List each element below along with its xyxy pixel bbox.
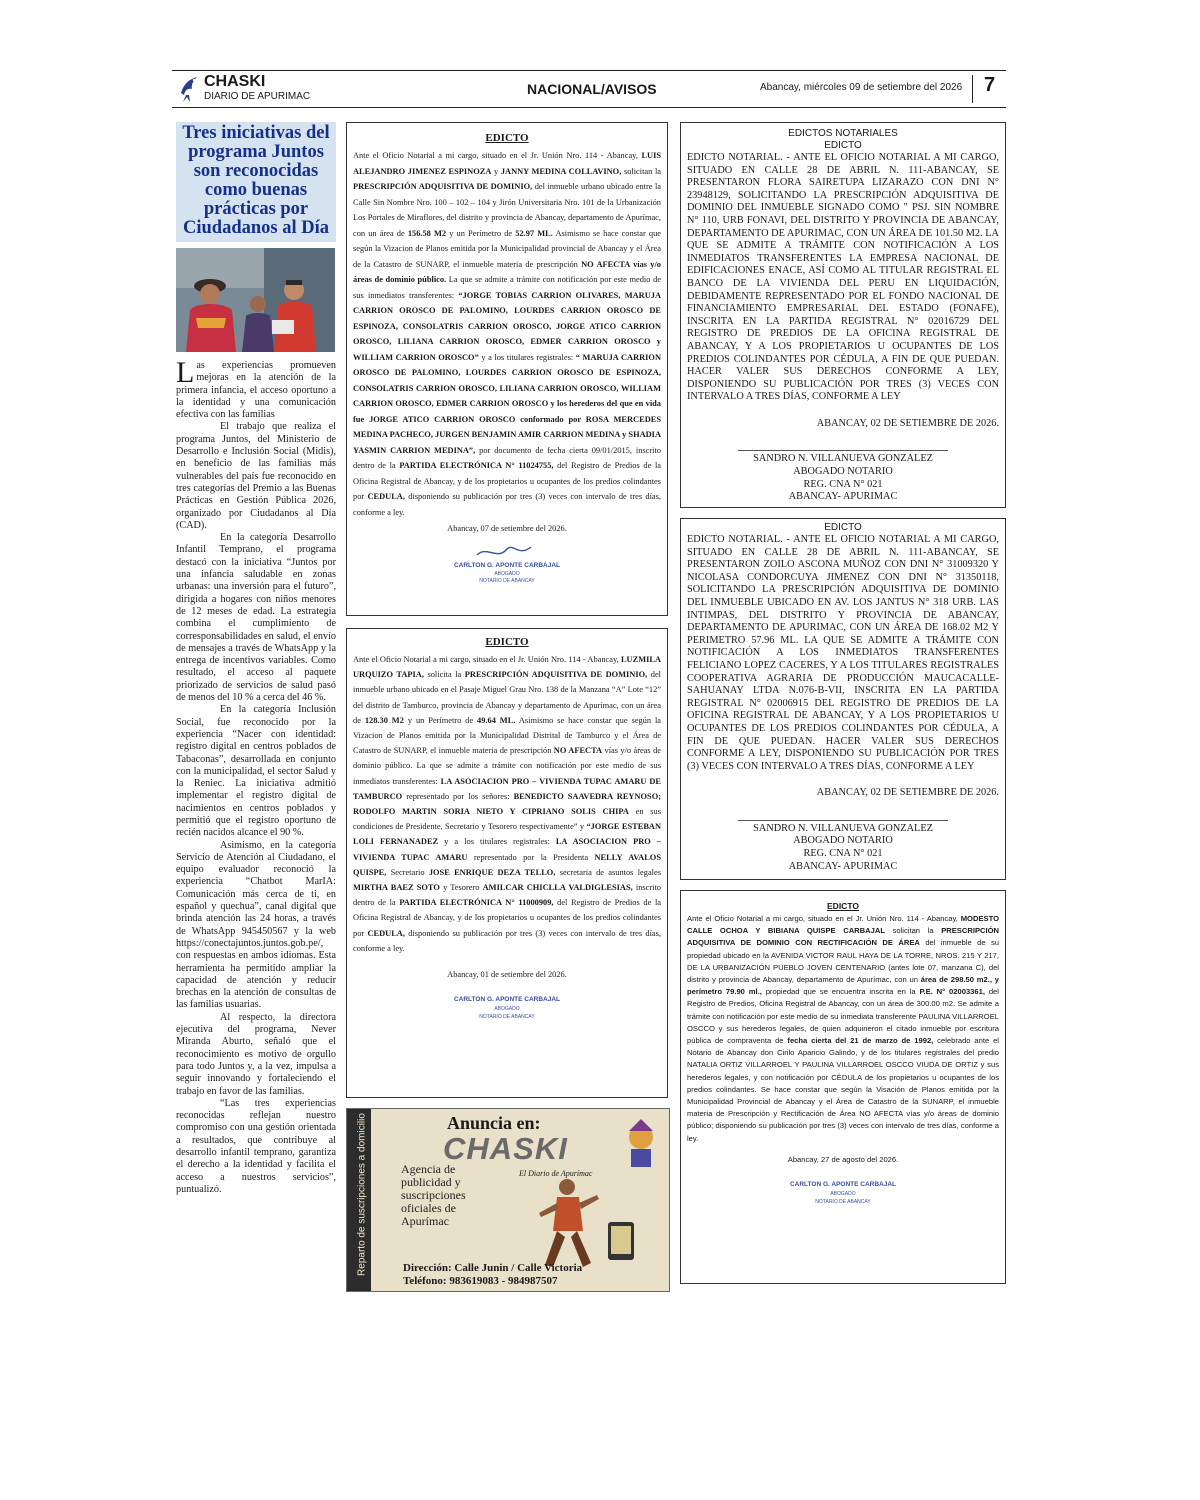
ad-address: Dirección: Calle Junin / Calle Victoria (403, 1262, 583, 1274)
notary-stamp (687, 1172, 999, 1217)
ad-tagline: El Diario de Apurímac (519, 1169, 593, 1178)
brand-subtitle: DIARIO DE APURIMAC (204, 91, 311, 102)
svg-text:NOTARIO DE ABANCAY: NOTARIO DE ABANCAY (479, 578, 535, 584)
svg-text:CARLTON G. APONTE CARBAJAL: CARLTON G. APONTE CARBAJAL (453, 996, 561, 1004)
brand-name: CHASKI (204, 73, 266, 90)
newspaper-device-icon (607, 1221, 635, 1261)
article-paragraph: El trabajo que realiza el programa Juntos, del Ministerio de Desarrollo e Inclusión Social (Midis), en beneficio de las familias más vulnerables del país fue reconocido en tres categorías del Premio a las Buenas Prácticas en Gestión Pública 2026, organizado por Ciudadanos al Día (CAD). (176, 421, 336, 531)
chaski-advertisement (346, 1108, 670, 1292)
svg-text:CARLTON G. APONTE CARBAJAL: CARLTON G. APONTE CARBAJAL (789, 1180, 897, 1188)
notarial-place-date: ABANCAY, 02 DE SETIEMBRE DE 2026. (816, 417, 999, 429)
svg-text:ABOGADO: ABOGADO (494, 1006, 520, 1013)
edicto-body: Ante el Oficio Notarial a mi cargo, situado en el Jr. Unión Nro. 114 - Abancay, LUZMILA URQUIZO TAPIA, solicita la PRESCRIPCIÓN ADQUISITIVA DE DOMINIO, del inmueble urbano ubicado en el Pasaje Miguel Grau Nro. 138 de la Manzana “A” Lote “12” del distrito de Tamburco, provincia de Abancay y departamento de Apurímac, con un área de 128.30 M2 y un Perímetro de 49.64 ML. Asimismo se hace constar que según la Vizacion de Planos emitida por la Municipalidad Distrital de Tamburco y el Área de Catastro de SUNARP, el inmueble materia de prescripción NO AFECTA vías y/o áreas de dominio público. La que se admite a trámite con notificación por este medio de sus inmediatos transferentes: LA ASOCIACION PRO – VIVIENDA TUPAC AMARU DE TAMBURCO representado por los señores: BENEDICTO SAAVEDRA REYNOSO; RODOLFO MARTIN SORIA NIETO Y CIPRIANO SOLIS CHIPA en sus condiciones de Presidente, Secretario y Tesorero respectivamente” y “JORGE ESTEBAN LOLI FERNANADEZ y a los titulares registrales: LA ASOCIACION PRO – VIVIENDA TUPAC AMARU representado por la Presidenta NELLY AVALOS QUISPE, Secretario JOSE ENRIQUE DEZA TELLO, secretaria de asuntos legales MIRTHA BAEZ SOTO y Tesorero AMILCAR CHICLLA VALDIGLESIAS, inscrito dentro de la PARTIDA ELECTRÓNICA N° 11000909, del Registro de Predios de la Oficina Registral de Abancay, y de los propietarios u ocupantes de los predios colindantes por CEDULA, disponiendo su publicación por tres (3) veces con intervalo de tres días, conforme a ley. (353, 655, 662, 953)
edicto-place-date: Abancay, 27 de agosto del 2026. (787, 1154, 899, 1164)
notarial-body: EDICTO NOTARIAL. - ANTE EL OFICIO NOTARIAL A MI CARGO, SITUADO EN CALLE 28 DE ABRIL N. 111-ABANCAY, SE PRESENTARON FLORA SAIRETUPA LIZARAZO CON DNI N° 23948129, SOLICITANDO LA PRESCRIPCIÓN ADQUISITIVA DE DOMINIO DEL INMUEBLE SIGNADO COMO " PSJ. SIN NOMBRE N° 110, URB FONAVI, DEL DISTRITO Y PROVINCIA DE ABANCAY, DEPARTAMENTO DE APURIMAC, CON UN ÁREA DE 101.50 M2. LA QUE SE ADMITE A TRÁMITE CON NOTIFICACIÓN A LOS INMEDIATOS TRANSFERENTES LA EMPRESA NACIONAL DE EDIFICACIONES ENACE, ASÍ COMO AL TITULAR REGISTRAL EL BANCO DE LA VIVIENDA DEL PERU EN LIQUIDACIÓN, DEBIDAMENTE REPRESENTADO POR EL FONDO NACIONAL DE FINANCIAMIENTO EMPRESARIAL DEL ESTADO (FONAFE), INSCRITA EN LA PARTIDA REGISTRAL N° 02016729 DEL REGISTRO DE PREDIOS DE LA OFICINA REGISTRAL DE ABANCAY, Y A LOS PROPIETARIOS U OCUPANTES DE LOS PREDIOS COLINDANTES POR CÉDULA, A FIN DE QUE PUEDAN. HACER VALER SUS DERECHOS CONFORME A LEY, DISPONIENDO SU PUBLICACIÓN POR TRES (3) VECES CON INTERVALO A TRES DÍAS, CONFORME A LEY (687, 152, 999, 403)
article-paragraph: En la categoría Desarrollo Infantil Temprano, el programa destacó con la iniciativa “Juntos por una infancia saludable en zonas urbanas: una inversión para el futuro”, dirigida a hogares con niños menores de 12 meses de edad. La estrategia combina el cumplimiento de corresponsabilidades en salud, el envío de mensajes a través de WhatsApp y la entrega de incentivos variables. Como resultado, el acceso al paquete priorizado de servicios de salud pasó de menos del 10 % a cerca del 46 %. (176, 532, 336, 704)
article-paragraph: “Las tres experiencias reconocidas reflejan nuestro compromiso con una gestión orientada a resultados, que contribuye al desarrollo infantil temprano, garantiza el derecho a la identidad y facilita el acceso a nuestros servicios”, puntualizó. (176, 1097, 336, 1195)
page-number: 7 (984, 74, 996, 96)
notary-stamp (353, 987, 661, 1032)
ad-brand: CHASKI (443, 1131, 568, 1166)
notary-signature: SANDRO N. VILLANUEVA GONZALEZ ABOGADO NOTARIO REG. CNA N° 021 ABANCAY- APURIMAC (753, 822, 933, 872)
notarial-body: EDICTO NOTARIAL. - ANTE EL OFICIO NOTARIAL A MI CARGO, SITUADO EN CALLE 28 DE ABRIL N. 111-ABANCAY, SE PRESENTARON ZOILO ASCONA MUÑOZ CON DNI N° 31009320 Y NICOLASA CONDORCUYA JIMENEZ CON DNI N° 31350118, SOLICITANDO LA PRESCRIPCIÓN ADQUISITIVA DE DOMINIO DEL INMUEBLE UBICADO EN AV. LOS JANTUS N° 318 URB. LAS INTIMPAS, DEL DISTRITO Y PROVINCIA DE ABANCAY, DEPARTAMENTO DE APURIMAC, CON UN ÁREA DE 168.02 M2 Y PERIMETRO 57.96 ML. LA QUE SE ADMITE A TRÁMITE CON NOTIFICACIÓN A LOS INMEDIATOS TRANSFERENTES FELICIANO LOPEZ CACERES, Y A LOS TITULARES REGISTRALES COOPERATIVA AGRARIA DE PRODUCCIÓN MAUCACALLE-SAHUANAY LTDA N.076-B-VII, INSCRITA EN LA PARTIDA REGISTRAL N° 02006915 DEL REGISTRO DE PREDIOS DE LA OFICINA REGISTRAL DE ABANCAY, Y A LOS PROPIETARIOS U OCUPANTES DE LOS PREDIOS COLINDANTES POR CÉDULA, A FIN DE QUE PUEDAN. HACER VALER SUS DERECHOS CONFORME A LEY, DISPONIENDO SU PUBLICACIÓN POR TRES (3) VECES CON INTERVALO A TRES DÍAS, CONFORME A LEY (687, 534, 999, 772)
article-photo (176, 248, 335, 352)
page-header (172, 70, 1006, 108)
svg-text:NOTARIO DE ABANCAY: NOTARIO DE ABANCAY (815, 1198, 871, 1205)
ad-phone: Teléfono: 983619083 - 984987507 (403, 1275, 558, 1287)
notarial-edicto-title: EDICTO (824, 522, 862, 533)
section-title: NACIONAL/AVISOS (527, 81, 657, 97)
dateline: Abancay, miércoles 09 de setiembre del 2026 (760, 82, 963, 93)
edicto-title: EDICTO (485, 636, 529, 648)
edicto-body: Ante el Oficio Notarial a mi cargo, situado en el Jr. Unión Nro. 114 - Abancay, LUIS ALEJANDRO JIMENEZ ESPINOZA y JANNY MEDINA COLLAVINO, solicitan la PRESCRIPCIÓN ADQUISITIVA DE DOMINIO, del inmueble urbano ubicado entre la Calle Sin Nombre Nro. 100 – 102 – 104 y Jirón Universitaria Nro. 101 de la Urbanización Los Portales de Miraflores, del distrito y provincia de Abancay, departamento de Apurímac, con un área de 156.58 M2 y un Perímetro de 52.97 ML. Asimismo se hace constar que según la Vizacion de Planos emitida por la Municipalidad provincial de Abancay y el Área de la Catastro de SUNARP, el inmueble materia de prescripción NO AFECTA vías y/o áreas de dominio público. La que se admite a trámite con notificación por este medio de sus inmediatos transferentes: “JORGE TOBIAS CARRION OLIVARES, MARUJA CARRION OROSCO DE PALOMINO, LOURDES CARRION OROSCO DE ESPINOZA, CONSOLATRIS CARRION OROSCO, JORGE ATICO CARRION OROSCO, LILIANA CARRION OROSCO, EDMER CARRION OROSCO y WILLIAM CARRION OROSCO” y a los titulares registrales: “ MARUJA CARRION OROSCO DE PALOMINO, LOURDES CARRION OROSCO DE ESPINOZA, CONSOLATRIS CARRION OROSCO, LILIANA CARRION OROSCO, WILLIAM CARRION OROSCO, EDMER CARRION OROSCO y los herederos del que en vida fue JORGE ATICO CARRION OROSCO conformado por ROSA MERCEDES MEDINA PACHECO, JURGEN BENJAMIN AMIR CARRION MEDINA y SHADIA YASMIN CARRION MEDINA”, por documento de fecha cierta 09/01/2015, inscrito dentro de la PARTIDA ELECTRÓNICA N° 11024755, del Registro de Predios de la Oficina Registral de Abancay, y de los propietarios u ocupantes de los predios colindantes por CEDULA, disponiendo su publicación por tres (3) veces con intervalo de tres días, conforme a ley. (353, 151, 661, 517)
edicto-place-date: Abancay, 07 de setiembre del 2026. (447, 524, 567, 533)
edicto-notice-3 (680, 890, 1006, 1284)
notarial-edicto-title: EDICTO (824, 140, 862, 151)
notarial-place-date: ABANCAY, 02 DE SETIEMBRE DE 2026. (816, 787, 999, 799)
ad-description: Agencia de publicidad y suscripciones oficiales de Apurímac (401, 1162, 466, 1228)
svg-text:CARLTON G. APONTE CARBAJAL: CARLTON G. APONTE CARBAJAL (453, 562, 561, 569)
chaski-runner-icon (527, 1173, 607, 1273)
article-paragraph: En la categoría Inclusión Social, fue reconocido por la experiencia “Nacer con identidad: registro digital en centros poblados de Tabaconas”, desarrollada en conjunto con la municipalidad, el sector Salud y la Reniec. La iniciativa admitió implementar el registro digital de nacimientos en centros poblados y permitió que el registro oportuno de recién nacidos alcance el 90 %. (176, 704, 336, 839)
edicto-notice-2 (346, 628, 668, 1098)
ad-headline: Anuncia en: (447, 1113, 541, 1133)
photo-illustration (176, 248, 335, 352)
signature-line (738, 820, 948, 821)
edicto-title: EDICTO (485, 132, 529, 144)
notarial-section-title: EDICTOS NOTARIALES (788, 128, 898, 139)
edicto-place-date: Abancay, 01 de setiembre del 2026. (447, 970, 567, 980)
article-paragraph: Asimismo, en la categoría Servicio de Atención al Ciudadano, el equipo evaluador reconoció la experiencia “Chatbot MarIA: Comunicación más cerca de ti, en español y quechua”, canal digital que brinda atención las 24 horas, a través de WhatsApp 945450567 y la web https://conectajuntos.juntos.gob.pe/, con respuestas en ambos idiomas. Esta herramienta ha permitido ampliar la capacidad de atención y reducir brechas en la atención de consultas de las familias usuarias. (176, 839, 336, 1011)
chaski-logo-icon (178, 73, 200, 103)
svg-text:ABOGADO: ABOGADO (830, 1190, 856, 1197)
svg-text:NOTARIO DE ABANCAY: NOTARIO DE ABANCAY (479, 1014, 535, 1021)
article-body (176, 356, 336, 1196)
edicto-title: EDICTO (827, 901, 859, 911)
notarial-edict-1 (680, 122, 1006, 508)
notary-stamp (353, 541, 661, 590)
article-headline: Tres iniciativas del programa Juntos son reconocidas como buenas prácticas por Ciudadanos al Día (176, 122, 336, 242)
notarial-edict-2 (680, 518, 1006, 880)
signature-line (738, 450, 948, 451)
ad-side-banner: Reparto de suscripciones a domicilio (347, 1109, 371, 1291)
edicto-notice-1 (346, 122, 668, 616)
article-paragraph: Las experiencias promueven mejoras en la atención de la primera infancia, el acceso oportuno a la identidad y una comunicación efectiva con las familias (176, 356, 336, 421)
article-paragraph: Al respecto, la directora ejecutiva del programa, Never Miranda Aburto, señaló que el reconocimiento es motivo de orgullo para todo Juntos y, a la vez, impulsa a seguir innovando y fortaleciendo el trabajo en favor de las familias. (176, 1011, 336, 1097)
edicto-body: Ante el Oficio Notarial a mi cargo, situado en el Jr. Unión Nro. 114 - Abancay, MODESTO CALLE OCHOA Y BIBIANA QUISPE CARBAJAL solicitan la PRESCRIPCIÓN ADQUISITIVA DE DOMINIO CON RECTIFICACIÓN DE ÁREA del inmueble de su propiedad ubicado en la AVENIDA VICTOR RAUL HAYA DE LA TORRE, NROS. 215 Y 217, DE LA URBANIZACIÓN PUEBLO JOVEN CENTENARIO (antes lote 07, manzana C), del distrito y provincia de Abancay, departamento de Apurímac, con un área de 298.50 m2., y perímetro 79.90 ml., propiedad que se encuentra inscrita en la P.E. N° 02003361, del Registro de Predios, Oficina Registral de Abancay, con un área de 300.00 m2. Se admite a trámite con notificación por este medio de su inmediata transferente PAULINA VILLARROEL OSCCO y sus herederos legales, de quien adquirieron el citado inmueble por escritura pública de compraventa de fecha cierta del 21 de marzo de 1992, celebrado ante el Notario de Abancay don Cirilo Aparicio Galindo, y de los titulares registrales del predio NATALIA ORTIZ VILLARROEL Y PAULINA VILLARROEL OSCCO VIUDA DE ORTIZ y sus herederos legales, y con notificación por CÉDULA de los propietarios u ocupantes de los predios colindantes. Se hace constar que según la Visación de Planos emitida por la Municipalidad Provincial de Abancay y el Área de Catastro de la SUNARP, el inmueble materia de Prescripción y Rectificación de Área NO AFECTA vías y/o áreas de dominio público; disponiendo su publicación por tres (3) veces con intervalo de tres días, conforme a ley. (687, 914, 999, 1143)
ad-mascot-icon (621, 1119, 661, 1169)
header-divider (972, 75, 973, 103)
news-article (176, 122, 336, 1196)
svg-text:ABOGADO: ABOGADO (494, 571, 520, 577)
notary-signature: SANDRO N. VILLANUEVA GONZALEZ ABOGADO NOTARIO REG. CNA N° 021 ABANCAY- APURIMAC (753, 453, 933, 503)
drop-cap: L (176, 356, 195, 389)
